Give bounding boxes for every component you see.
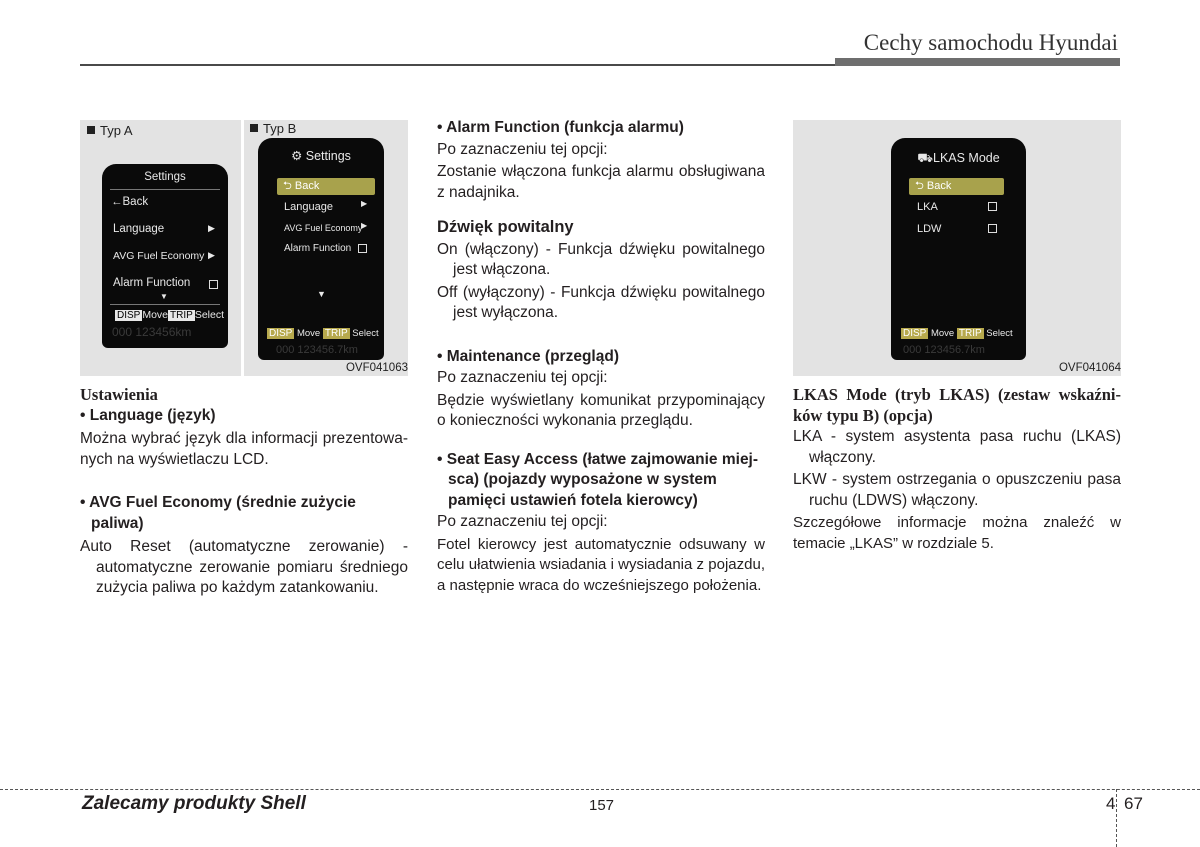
screen-a-softkeys (115, 309, 224, 321)
screen-b-item-alarm: Alarm Function (284, 243, 352, 254)
screen-b-odometer: 000 123456.7km (276, 344, 358, 356)
screen-a-title-rule (110, 189, 220, 190)
heading-welcome-sound: Dźwięk powitalny (437, 218, 574, 236)
checkbox-icon (209, 280, 218, 292)
disp-key-label: DISP (117, 310, 141, 321)
footer-dashed-divider (1116, 789, 1117, 847)
trip-key-label: TRIP (958, 328, 982, 339)
play-arrow-icon: ▶ (361, 199, 368, 208)
bullet-avg-fuel: • AVG Fuel Economy (średnie zużycie paliwa) (80, 494, 356, 532)
play-arrow-icon: ▶ (208, 250, 215, 260)
running-header-title: Cechy samochodu Hyundai (863, 30, 1118, 55)
bullet-language: • Language (język) (80, 406, 216, 424)
welcome-on: On (włączony) - Funkcja dźwięku powitalnego jest włączona. (437, 240, 765, 278)
scroll-down-icon: ▼ (317, 289, 326, 299)
move-label: Move (930, 328, 955, 339)
language-description: Można wybrać język dla informacji prezentowanych na wyświetlaczu LCD. (80, 430, 408, 468)
screen-a-back: ←Back (111, 196, 149, 208)
checkbox-icon (988, 224, 997, 236)
bullet-language-text: Language (język) (89, 406, 216, 424)
welcome-off: Off (wyłączony) - Funkcja dźwięku powitalnego jest wyłączona. (437, 283, 765, 321)
section-heading-settings: Ustawienia (80, 385, 158, 404)
screen-lkas-back: Back (926, 180, 952, 192)
disp-key-label: DISP (269, 328, 293, 339)
seat-line-1: Po zaznaczeniu tej opcji: (437, 513, 608, 530)
type-a-label (87, 123, 133, 138)
lka-description: LKA - system asystenta pasa ruchu (LKAS) włączony. (793, 428, 1121, 466)
select-label: Select (986, 328, 1013, 339)
lkas-details: Szczegółowe informacje można znaleźć w temacie „LKAS” w rozdziale 5. (793, 514, 1121, 552)
figure-lkas-panel (793, 120, 1121, 376)
type-a-text: Typ A (100, 123, 133, 138)
disp-key-label: DISP (903, 328, 927, 339)
screen-b-title-row (258, 148, 384, 163)
bullet-avg-fuel-text: AVG Fuel Economy (średnie zużycie paliwa) (89, 494, 356, 532)
screen-lkas-softkeys (901, 328, 1013, 339)
bullet-seat-text: Seat Easy Access (łatwe zajmowanie miejsca) (pojazdy wyposażone w system pamięci ustawień fotela kierowcy) (446, 450, 759, 509)
select-label: Select (194, 309, 224, 321)
gear-icon: ⚙ (291, 149, 303, 163)
screen-lkas-title: LKAS Mode (933, 151, 1000, 165)
avg-fuel-description: Auto Reset (automatyczne zerowanie) - automatyczne zerowanie pomiaru średniego zużycia paliwa po każdym zatankowaniu. (80, 538, 408, 596)
checkbox-icon (358, 244, 367, 256)
footer-brand: Zalecamy produkty Shell (82, 793, 306, 814)
column-2 (437, 118, 765, 596)
move-label: Move (296, 328, 321, 339)
lcd-screen-type-a (102, 164, 228, 348)
bullet-maintenance-text: Maintenance (przegląd) (446, 347, 619, 365)
trip-key-label: TRIP (324, 328, 348, 339)
screen-b-item-language: Language (284, 201, 333, 213)
footer-chapter: 4 (1106, 794, 1116, 813)
screen-a-title: Settings (144, 171, 186, 183)
screen-a-bottom-rule (110, 304, 220, 305)
play-arrow-icon: ▶ (208, 223, 215, 233)
select-label: Select (352, 328, 379, 339)
bullet-alarm: • Alarm Function (funkcja alarmu) (437, 119, 684, 136)
column-3 (793, 385, 1121, 554)
figure-code: OVF041063 (345, 362, 408, 374)
screen-lkas-item-lka: LKA (917, 201, 938, 213)
move-label: Move (142, 309, 169, 321)
screen-b-back: Back (294, 180, 320, 192)
alarm-line-1: Po zaznaczeniu tej opcji: (437, 140, 608, 158)
screen-a-item-language: Language (113, 223, 165, 235)
screen-b-item-avg-fuel: AVG Fuel Economy (284, 223, 363, 233)
heading-lkas-mode: LKAS Mode (tryb LKAS) (zestaw wskaźników typu B) (opcja) (793, 385, 1121, 425)
screen-lkas-back-selected (909, 178, 1004, 195)
bullet-maintenance: • Maintenance (przegląd) (437, 347, 619, 365)
screen-a-odometer: 000 123456km (112, 325, 192, 339)
screen-lkas-title-row (891, 151, 1026, 167)
footer-section-page: 67 (1124, 794, 1143, 813)
square-bullet-icon (87, 126, 95, 134)
header-accent-bar (835, 58, 1120, 66)
figure-code: OVF041064 (1058, 362, 1121, 374)
footer-dashed-rule (0, 789, 1200, 790)
lcd-screen-type-b (258, 138, 384, 360)
screen-b-back-selected (277, 178, 375, 195)
screen-b-softkeys (267, 328, 379, 339)
bullet-seat-easy-access: • Seat Easy Access (łatwe zajmowanie miejsca) (pojazdy wyposażone w system pamięci ustawień fotela kierowcy) (437, 450, 759, 509)
scroll-down-icon: ▼ (160, 292, 168, 301)
figure-settings-panel (80, 120, 408, 376)
figure-divider (241, 120, 244, 376)
screen-b-title: Settings (305, 149, 351, 163)
lcd-screen-lkas (891, 138, 1026, 360)
seat-line-2: Fotel kierowcy jest automatycznie odsuwany w celu ułatwienia wsiadania i wysiadania z pojazdu, a następnie wraca do wcześniejszego położenia. (437, 535, 765, 594)
square-bullet-icon (250, 124, 258, 132)
type-b-text: Typ B (263, 121, 297, 136)
screen-a-item-avg-fuel: AVG Fuel Economy (113, 250, 205, 262)
maintenance-line-1: Po zaznaczeniu tej opcji: (437, 369, 608, 386)
car-lane-icon: ⛟ (917, 151, 933, 165)
trip-key-label: TRIP (170, 310, 193, 321)
checkbox-icon (988, 202, 997, 214)
return-arrow-icon: ⮌ (915, 180, 924, 192)
screen-a-item-alarm: Alarm Function (113, 277, 191, 289)
maintenance-line-2: Będzie wyświetlany komunikat przypominający o konieczności wykonania przeglądu. (437, 391, 765, 429)
type-b-label (250, 121, 296, 136)
play-arrow-icon: ▶ (361, 221, 368, 230)
lkw-description: LKW - system ostrzegania o opuszczeniu pasa ruchu (LDWS) włączony. (793, 471, 1121, 509)
footer-page-number: 157 (589, 797, 615, 814)
column-1 (80, 385, 408, 599)
return-arrow-icon: ⮌ (283, 180, 292, 192)
screen-lkas-item-ldw: LDW (917, 223, 942, 235)
screen-lkas-odometer: 000 123456.7km (903, 344, 985, 356)
bullet-alarm-text: Alarm Function (funkcja alarmu) (446, 119, 684, 136)
alarm-line-2: Zostanie włączona funkcja alarmu obsługiwana z nadajnika. (437, 163, 765, 201)
